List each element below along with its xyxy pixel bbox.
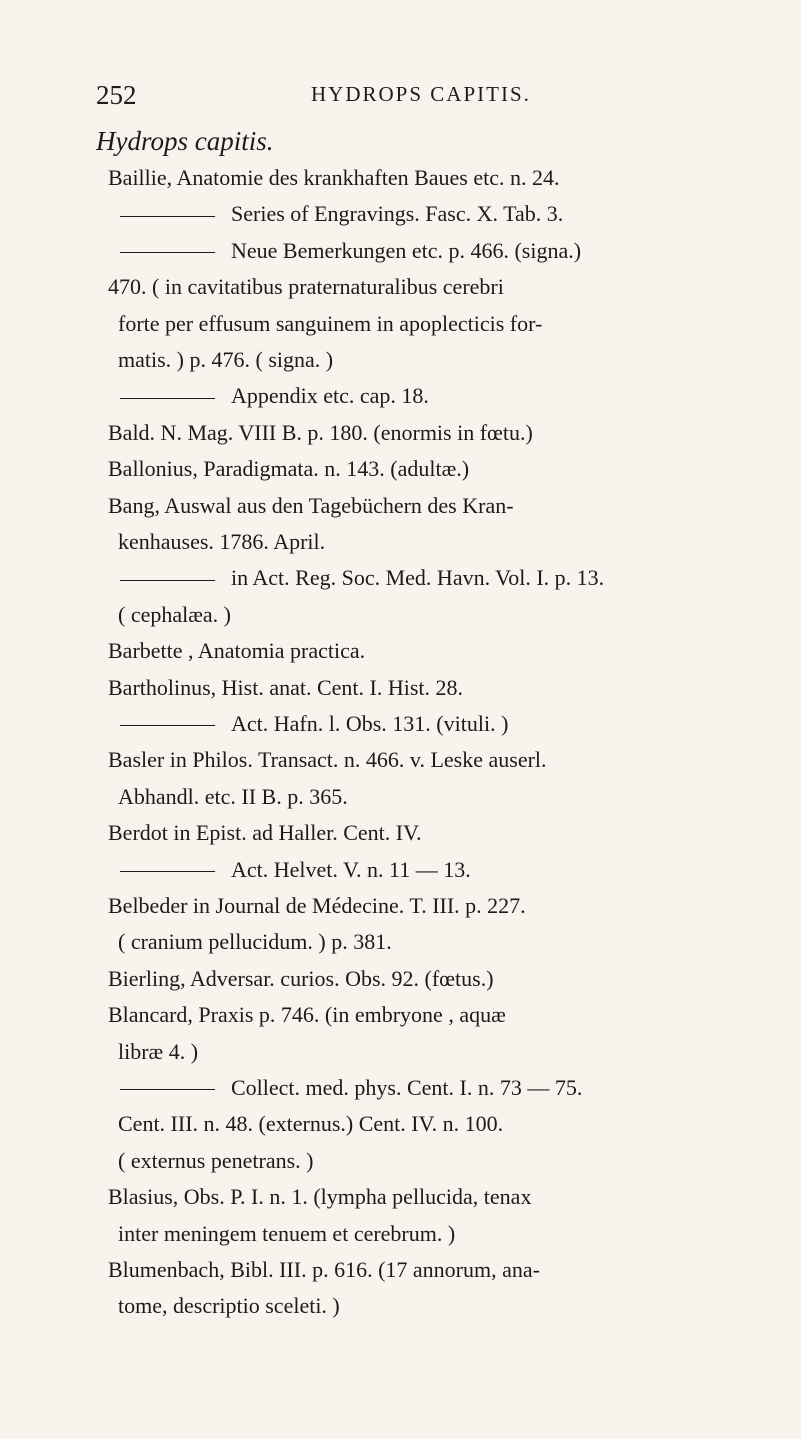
bibliography-line-text: Collect. med. phys. Cent. I. n. 73 — 75. [231, 1075, 583, 1100]
bibliography-line-text: Appendix etc. cap. 18. [231, 383, 429, 409]
bibliography-line-text: Barbette , Anatomia practica. [108, 638, 366, 664]
bibliography-line-text: Bartholinus, Hist. anat. Cent. I. Hist. 28. [108, 674, 464, 700]
bibliography-line [118, 780, 348, 814]
bibliography-line-text: Neue Bemerkungen etc. p. 466. (signa.) [231, 237, 582, 263]
bibliography-line-text: Blasius, Obs. P. I. n. 1. (lympha pellucida, tenax [108, 1184, 532, 1210]
ditto-dash [120, 725, 215, 726]
bibliography-line-text: forte per effusum sanguinem in apoplecticis for- [118, 310, 543, 336]
bibliography-line-text: ( cephalæa. ) [118, 601, 231, 627]
bibliography-line [120, 197, 563, 231]
bibliography-line [118, 343, 333, 377]
bibliography-line-text: Cent. III. n. 48. (externus.) Cent. IV. n. 100. [118, 1111, 504, 1137]
bibliography-line [120, 1071, 582, 1105]
ditto-dash [120, 871, 215, 872]
bibliography-line [108, 889, 526, 923]
bibliography-line [118, 525, 325, 559]
bibliography-line-text: Belbeder in Journal de Médecine. T. III. p. 227. [108, 893, 526, 918]
running-title: HYDROPS CAPITIS. [311, 82, 531, 106]
bibliography-line [118, 1289, 340, 1323]
bibliography-line-text: Bierling, Adversar. curios. Obs. 92. (fœtus.) [108, 965, 494, 991]
ditto-dash [120, 398, 215, 399]
bibliography-line-text: matis. ) p. 476. ( signa. ) [118, 347, 334, 372]
ditto-dash [120, 252, 215, 253]
bibliography-line-text: libræ 4. ) [118, 1038, 199, 1064]
ditto-dash [120, 216, 215, 217]
bibliography-line [108, 161, 559, 195]
bibliography-line-text: Bang, Auswal aus den Tagebüchern des Kran- [108, 492, 514, 518]
bibliography-line-text: Blumenbach, Bibl. III. p. 616. (17 annorum, ana- [108, 1257, 540, 1282]
bibliography-line [108, 671, 463, 705]
section-title: Hydrops capitis. [96, 126, 274, 156]
bibliography-line [108, 416, 533, 450]
bibliography-line [118, 1217, 455, 1251]
bibliography-line [108, 489, 514, 523]
ditto-dash [120, 1089, 215, 1090]
bibliography-line-text: in Act. Reg. Soc. Med. Havn. Vol. I. p. 13. [231, 565, 605, 591]
bibliography-line [120, 234, 581, 268]
bibliography-line-text: kenhauses. 1786. April. [118, 529, 326, 554]
bibliography-line [108, 998, 506, 1032]
bibliography-line [108, 270, 504, 304]
bibliography-line [118, 1035, 198, 1069]
bibliography-line [118, 1107, 503, 1141]
bibliography-line [108, 962, 494, 996]
bibliography-line [120, 379, 429, 413]
bibliography-line-text: Basler in Philos. Transact. n. 466. v. Leske auserl. [108, 747, 547, 773]
page-number: 252 [96, 80, 137, 110]
bibliography-line [108, 634, 365, 668]
bibliography-line-text: Abhandl. etc. II B. p. 365. [118, 783, 348, 809]
bibliography-line [118, 925, 392, 959]
bibliography-line-text: Act. Hafn. l. Obs. 131. (vituli. ) [231, 711, 509, 736]
bibliography-line [120, 707, 508, 741]
bibliography-line-text: Series of Engravings. Fasc. X. Tab. 3. [231, 201, 564, 227]
bibliography-line [118, 307, 542, 341]
bibliography-line-text: ( cranium pellucidum. ) p. 381. [118, 929, 392, 955]
bibliography-line-text: Bald. N. Mag. VIII B. p. 180. (enormis in fœtu.) [108, 419, 533, 445]
ditto-dash [120, 580, 215, 581]
bibliography-line-text: tome, descriptio sceleti. ) [118, 1293, 340, 1319]
bibliography-line-text: Baillie, Anatomie des krankhaften Baues etc. n. 24. [108, 165, 560, 190]
bibliography-line-text: 470. ( in cavitatibus praternaturalibus cerebri [108, 274, 504, 300]
bibliography-line-text: Berdot in Epist. ad Haller. Cent. IV. [108, 820, 422, 846]
bibliography-line [108, 816, 422, 850]
bibliography-line [118, 598, 231, 632]
bibliography-line-text: ( externus penetrans. ) [118, 1147, 314, 1173]
bibliography-line [108, 743, 547, 777]
bibliography-line-text: Ballonius, Paradigmata. n. 143. (adultæ.) [108, 456, 470, 482]
bibliography-line [120, 561, 604, 595]
bibliography-line [108, 1180, 531, 1214]
bibliography-line-text: Blancard, Praxis p. 746. (in embryone , aquæ [108, 1002, 506, 1028]
page-header [96, 80, 776, 116]
bibliography-line [108, 452, 469, 486]
bibliography-line-text: inter meningem tenuem et cerebrum. ) [118, 1220, 456, 1246]
bibliography-line [120, 853, 471, 887]
bibliography-line [108, 1253, 540, 1287]
bibliography-line-text: Act. Helvet. V. n. 11 — 13. [231, 856, 471, 882]
bibliography-line [118, 1144, 313, 1178]
